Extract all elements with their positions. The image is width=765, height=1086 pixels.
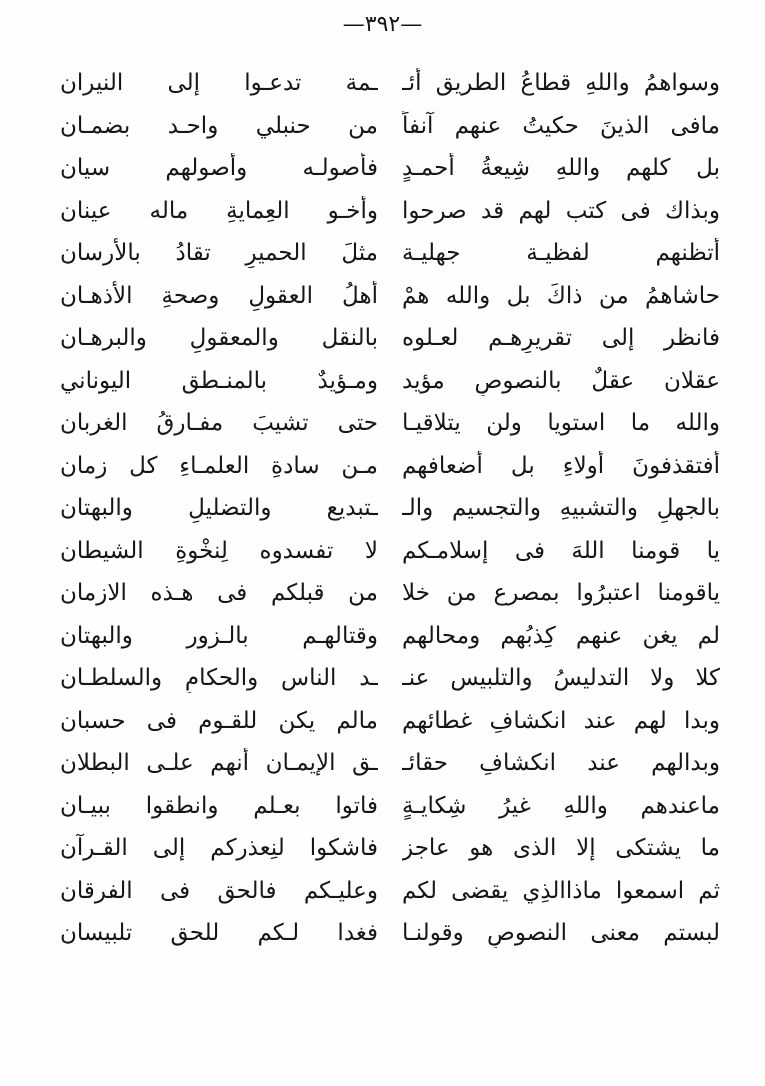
first-hemistich: يا قومنا اللهَ فى إسلامـكم	[402, 537, 720, 564]
verse-line	[60, 487, 720, 530]
first-hemistich: ماعندهم واللهِ غيرُ شِكايـةٍ	[402, 792, 720, 819]
first-hemistich: لبستم معنى النصوصِ وقولنـا	[402, 920, 720, 947]
verse-line	[60, 275, 720, 318]
second-hemistich: فغدا لـكم للحق تلبيسان	[60, 920, 378, 947]
verse-line	[60, 402, 720, 445]
first-hemistich: وسواهمُ واللهِ قطاعُ الطريق أئـ	[402, 70, 720, 97]
second-hemistich: ـد الناس والحكامِ والسلطـان	[60, 665, 378, 692]
second-hemistich: ـق الإيمـان أنهم علـى البطلان	[60, 750, 378, 777]
first-hemistich: كلا ولا التدليسُ والتلبيس عنـ	[402, 665, 720, 692]
second-hemistich: فاشكوا لنِعذركم إلى القـرآن	[60, 835, 378, 862]
first-hemistich: وبذاك فى كتب لهم قد صرحوا	[402, 197, 720, 224]
verse-line	[60, 742, 720, 785]
second-hemistich: ومـؤيدٌ بالمنـطق اليوناني	[60, 367, 378, 394]
verse-line	[60, 870, 720, 913]
second-hemistich: وقتالهـم بالـزور والبهتان	[60, 622, 378, 649]
second-hemistich: بالنقل والمعقولِ والبرهـان	[60, 325, 378, 352]
second-hemistich: ـتبديع والتضليلِ والبهتان	[60, 495, 378, 522]
verse-line	[60, 615, 720, 658]
verse-line	[60, 700, 720, 743]
second-hemistich: حتى تشيبَ مفـارقُ الغربان	[60, 410, 378, 437]
first-hemistich: لم يغن عنهم كِذبُهم ومحالهم	[402, 622, 720, 649]
second-hemistich: مالم يكن للقـوم فى حسبان	[60, 707, 378, 734]
verse-line	[60, 912, 720, 955]
verse-line	[60, 317, 720, 360]
second-hemistich: مـن سادةِ العلمـاءِ كل زمان	[60, 452, 378, 479]
verse-line	[60, 147, 720, 190]
first-hemistich: عقلان عقلٌ بالنصوصِ مؤيد	[402, 367, 720, 394]
first-hemistich: وبدالهم عند انكشافِ حقائـ	[402, 750, 720, 777]
second-hemistich: مثلَ الحميرِ تقادُ بالأرسان	[60, 240, 378, 267]
first-hemistich: أفتقذفونَ أولاءِ بل أضعافهم	[402, 452, 720, 479]
verse-line	[60, 445, 720, 488]
second-hemistich: وعليـكم فالحق فى الفرقان	[60, 877, 378, 904]
second-hemistich: أهلُ العقولِ وصحةِ الأذهـان	[60, 282, 378, 309]
second-hemistich: من حنبلي واحـد بضمـان	[60, 112, 378, 139]
verse-line	[60, 62, 720, 105]
verse-line	[60, 827, 720, 870]
first-hemistich: والله ما استويا ولن يتلاقيـا	[402, 410, 720, 437]
verse-line	[60, 190, 720, 233]
second-hemistich: فاتوا بعـلم وانطقوا ببيـان	[60, 792, 378, 819]
second-hemistich: وأخـو العِمايةِ ماله عينان	[60, 197, 378, 224]
second-hemistich: فأصولـه وأصولهم سيان	[60, 155, 378, 182]
second-hemistich: ـمة تدعـوا إلى النيران	[60, 70, 378, 97]
verse-line	[60, 360, 720, 403]
first-hemistich: حاشاهمُ من ذاكَ بل والله همْ	[402, 282, 720, 309]
verse-line	[60, 232, 720, 275]
first-hemistich: ما يشتكى إلا الذى هو عاجز	[402, 835, 720, 862]
first-hemistich: أتظنهم لفظيـة جهليـة	[402, 240, 720, 267]
verse-line	[60, 572, 720, 615]
verse-line	[60, 530, 720, 573]
first-hemistich: مافى الذينَ حكيتُ عنهم آنفاً	[402, 112, 720, 139]
verse-line	[60, 785, 720, 828]
second-hemistich: لا تفسدوه لِنخْوةِ الشيطان	[60, 537, 378, 564]
poem-body	[60, 62, 720, 955]
first-hemistich: بل كلهم واللهِ شِيعةُ أحمـدٍ	[402, 155, 720, 182]
verse-line	[60, 105, 720, 148]
first-hemistich: فانظر إلى تقريرِهـم لعـلوه	[402, 325, 720, 352]
verse-line	[60, 657, 720, 700]
first-hemistich: ياقومنا اعتبرُوا بمصرع من خلا	[402, 580, 720, 607]
page-number: —٣٩٢—	[342, 12, 423, 37]
first-hemistich: بالجهلِ والتشبيهِ والتجسيم والـ	[402, 495, 720, 522]
first-hemistich: وبدا لهم عند انكشافِ غطائهم	[402, 707, 720, 734]
second-hemistich: من قبلكم فى هـذه الازمان	[60, 580, 378, 607]
first-hemistich: ثم اسمعوا ماذاالذِي يقضى لكم	[402, 877, 720, 904]
